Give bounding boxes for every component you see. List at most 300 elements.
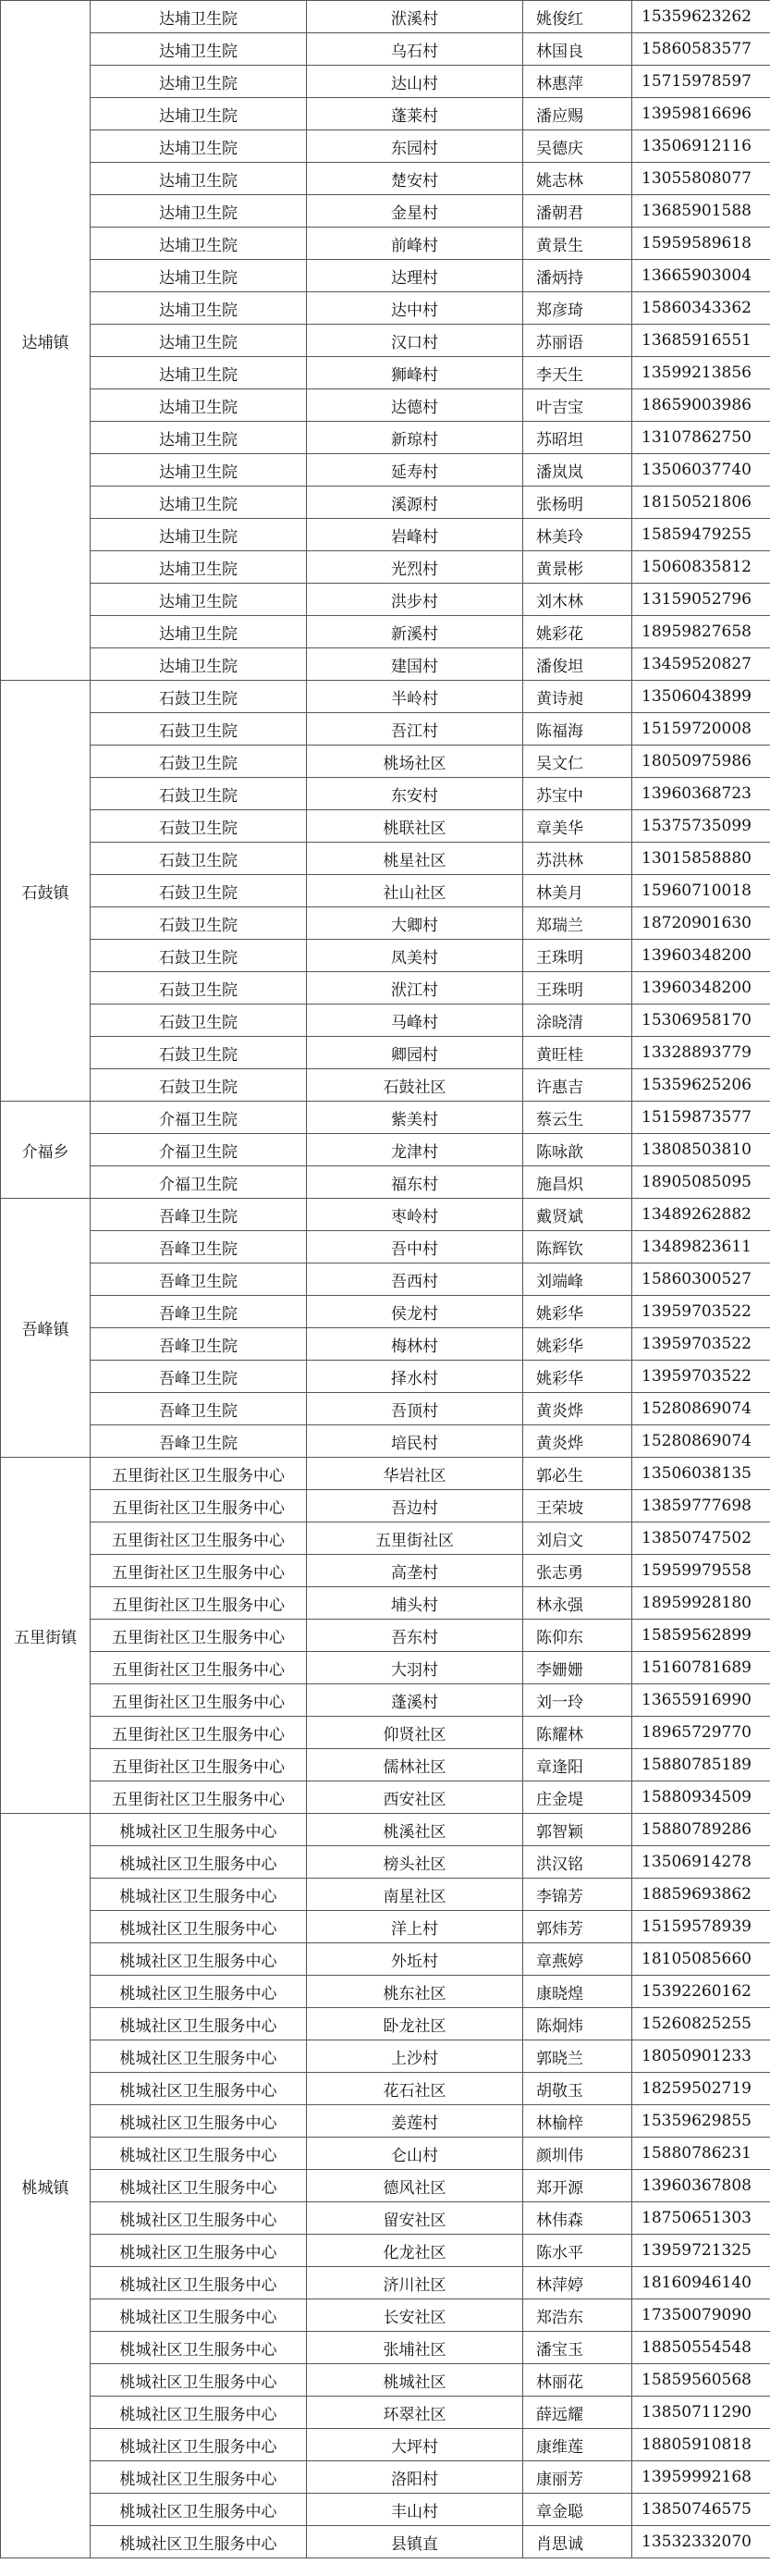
table-row: [1, 454, 770, 487]
phone-cell: 18105085660: [632, 1943, 770, 1976]
phone-cell: 13599213856: [632, 357, 770, 389]
village-cell: 培民村: [307, 1425, 523, 1458]
table-row: [1, 972, 770, 1005]
phone-cell: 15160781689: [632, 1652, 770, 1684]
person-cell: 刘启文: [523, 1522, 632, 1555]
phone-cell: 13459520827: [632, 648, 770, 681]
phone-cell: 15860300527: [632, 1263, 770, 1296]
town-cell: 介福乡: [1, 1102, 91, 1199]
person-cell: 林惠萍: [523, 66, 632, 98]
town-cell: 桃城镇: [1, 1814, 91, 2558]
table-row: [1, 325, 770, 357]
table-row: [1, 2008, 770, 2040]
village-cell: 洛阳村: [307, 2461, 523, 2494]
table-row: [1, 2526, 770, 2558]
phone-cell: 15359629855: [632, 2105, 770, 2138]
person-cell: 林丽花: [523, 2364, 632, 2397]
village-cell: 外坵村: [307, 1943, 523, 1976]
village-cell: 枣岭村: [307, 1199, 523, 1231]
institution-cell: 达埔卫生院: [91, 195, 307, 228]
table-row: [1, 584, 770, 616]
table-row: [1, 1587, 770, 1620]
phone-cell: 18959827658: [632, 616, 770, 648]
village-cell: 桃溪社区: [307, 1814, 523, 1846]
person-cell: 肖思诚: [523, 2526, 632, 2558]
table-row: [1, 1652, 770, 1684]
institution-cell: 五里街社区卫生服务中心: [91, 1717, 307, 1749]
table-row: [1, 422, 770, 454]
table-row: [1, 98, 770, 130]
table-row: [1, 940, 770, 972]
table-row: [1, 2429, 770, 2461]
village-cell: 马峰村: [307, 1005, 523, 1037]
institution-cell: 五里街社区卫生服务中心: [91, 1749, 307, 1781]
institution-cell: 桃城社区卫生服务中心: [91, 2526, 307, 2558]
institution-cell: 桃城社区卫生服务中心: [91, 2364, 307, 2397]
village-cell: 大羽村: [307, 1652, 523, 1684]
phone-cell: 13959992168: [632, 2461, 770, 2494]
institution-cell: 五里街社区卫生服务中心: [91, 1684, 307, 1717]
person-cell: 李天生: [523, 357, 632, 389]
person-cell: 林美玲: [523, 519, 632, 551]
institution-cell: 石鼓卫生院: [91, 810, 307, 843]
institution-cell: 达埔卫生院: [91, 454, 307, 487]
person-cell: 张杨明: [523, 487, 632, 519]
village-cell: 桃城社区: [307, 2364, 523, 2397]
person-cell: 姚彩花: [523, 616, 632, 648]
phone-cell: 15860583577: [632, 33, 770, 66]
phone-cell: 15880785189: [632, 1749, 770, 1781]
village-cell: 延寿村: [307, 454, 523, 487]
institution-cell: 达埔卫生院: [91, 260, 307, 292]
institution-cell: 桃城社区卫生服务中心: [91, 2397, 307, 2429]
phone-cell: 13055808077: [632, 163, 770, 195]
phone-cell: 15306958170: [632, 1005, 770, 1037]
phone-cell: 18150521806: [632, 487, 770, 519]
person-cell: 黄景生: [523, 228, 632, 260]
phone-cell: 18259502719: [632, 2073, 770, 2105]
phone-cell: 15880789286: [632, 1814, 770, 1846]
person-cell: 王荣坡: [523, 1490, 632, 1522]
institution-cell: 石鼓卫生院: [91, 1037, 307, 1069]
phone-cell: 18850554548: [632, 2332, 770, 2364]
village-cell: 福东村: [307, 1166, 523, 1199]
village-cell: 丰山村: [307, 2494, 523, 2526]
phone-cell: 15859560568: [632, 2364, 770, 2397]
table-row: [1, 66, 770, 98]
institution-cell: 桃城社区卫生服务中心: [91, 1879, 307, 1911]
phone-cell: 13489262882: [632, 1199, 770, 1231]
person-cell: 潘宝玉: [523, 2332, 632, 2364]
village-cell: 济川社区: [307, 2267, 523, 2299]
village-cell: 洑江村: [307, 972, 523, 1005]
person-cell: 康维莲: [523, 2429, 632, 2461]
phone-cell: 15159578939: [632, 1911, 770, 1943]
phone-cell: 15880786231: [632, 2138, 770, 2170]
village-cell: 紫美村: [307, 1102, 523, 1134]
village-cell: 桃星社区: [307, 843, 523, 875]
village-cell: 吾西村: [307, 1263, 523, 1296]
village-cell: 择水村: [307, 1361, 523, 1393]
institution-cell: 桃城社区卫生服务中心: [91, 2429, 307, 2461]
person-cell: 郭晓兰: [523, 2040, 632, 2073]
institution-cell: 吾峰卫生院: [91, 1425, 307, 1458]
table-row: [1, 1684, 770, 1717]
person-cell: 黄炎烨: [523, 1425, 632, 1458]
phone-cell: 15859479255: [632, 519, 770, 551]
table-row: [1, 1879, 770, 1911]
table-row: [1, 130, 770, 163]
village-cell: 仰贤社区: [307, 1717, 523, 1749]
phone-cell: 15280869074: [632, 1393, 770, 1425]
institution-cell: 达埔卫生院: [91, 292, 307, 325]
phone-cell: 15159873577: [632, 1102, 770, 1134]
table-row: [1, 1846, 770, 1879]
table-row: [1, 2040, 770, 2073]
village-cell: 达中村: [307, 292, 523, 325]
person-cell: 潘岚岚: [523, 454, 632, 487]
institution-cell: 吾峰卫生院: [91, 1296, 307, 1328]
village-cell: 卿园村: [307, 1037, 523, 1069]
table-row: [1, 810, 770, 843]
village-cell: 桃场社区: [307, 746, 523, 778]
institution-cell: 五里街社区卫生服务中心: [91, 1620, 307, 1652]
person-cell: 刘一玲: [523, 1684, 632, 1717]
table-row: [1, 292, 770, 325]
village-cell: 岩峰村: [307, 519, 523, 551]
phone-cell: 15280869074: [632, 1425, 770, 1458]
phone-cell: 13685916551: [632, 325, 770, 357]
phone-cell: 13808503810: [632, 1134, 770, 1166]
person-cell: 郑彦琦: [523, 292, 632, 325]
person-cell: 林美月: [523, 875, 632, 907]
phone-cell: 13665903004: [632, 260, 770, 292]
institution-cell: 桃城社区卫生服务中心: [91, 2138, 307, 2170]
person-cell: 张志勇: [523, 1555, 632, 1587]
institution-cell: 五里街社区卫生服务中心: [91, 1652, 307, 1684]
table-row: [1, 2299, 770, 2332]
village-cell: 桃东社区: [307, 1976, 523, 2008]
person-cell: 潘朝君: [523, 195, 632, 228]
phone-cell: 15260825255: [632, 2008, 770, 2040]
institution-cell: 达埔卫生院: [91, 389, 307, 422]
village-cell: 儒林社区: [307, 1749, 523, 1781]
institution-cell: 达埔卫生院: [91, 130, 307, 163]
town-cell: 五里街镇: [1, 1458, 91, 1814]
phone-cell: 13850746575: [632, 2494, 770, 2526]
town-cell: 达埔镇: [1, 1, 91, 681]
village-cell: 汉口村: [307, 325, 523, 357]
village-cell: 大卿村: [307, 907, 523, 940]
phone-cell: 18905085095: [632, 1166, 770, 1199]
institution-cell: 石鼓卫生院: [91, 681, 307, 713]
phone-cell: 13159052796: [632, 584, 770, 616]
person-cell: 潘应赐: [523, 98, 632, 130]
person-cell: 庄金堤: [523, 1781, 632, 1814]
phone-cell: 18965729770: [632, 1717, 770, 1749]
institution-cell: 达埔卫生院: [91, 325, 307, 357]
table-row: [1, 1555, 770, 1587]
table-row: [1, 551, 770, 584]
phone-cell: 13960367808: [632, 2170, 770, 2202]
person-cell: 章金聪: [523, 2494, 632, 2526]
person-cell: 施昌炽: [523, 1166, 632, 1199]
phone-cell: 15860343362: [632, 292, 770, 325]
person-cell: 李姗姗: [523, 1652, 632, 1684]
person-cell: 黄景彬: [523, 551, 632, 584]
table-row: [1, 2267, 770, 2299]
phone-cell: 18050975986: [632, 746, 770, 778]
table-row: [1, 2397, 770, 2429]
institution-cell: 石鼓卫生院: [91, 713, 307, 746]
table-row: [1, 1976, 770, 2008]
village-cell: 大坪村: [307, 2429, 523, 2461]
person-cell: 苏昭坦: [523, 422, 632, 454]
village-cell: 埔头村: [307, 1587, 523, 1620]
village-cell: 梅林村: [307, 1328, 523, 1361]
person-cell: 苏宝中: [523, 778, 632, 810]
village-cell: 洑溪村: [307, 1, 523, 33]
institution-cell: 介福卫生院: [91, 1102, 307, 1134]
person-cell: 姚俊红: [523, 1, 632, 33]
phone-cell: 18050901233: [632, 2040, 770, 2073]
phone-cell: 15060835812: [632, 551, 770, 584]
table-row: [1, 875, 770, 907]
phone-cell: 15392260162: [632, 1976, 770, 2008]
person-cell: 章燕婷: [523, 1943, 632, 1976]
institution-cell: 五里街社区卫生服务中心: [91, 1458, 307, 1490]
phone-cell: 13959703522: [632, 1328, 770, 1361]
village-cell: 石鼓社区: [307, 1069, 523, 1102]
table-row: [1, 195, 770, 228]
table-row: [1, 2332, 770, 2364]
institution-cell: 吾峰卫生院: [91, 1361, 307, 1393]
person-cell: 王珠明: [523, 972, 632, 1005]
village-cell: 上沙村: [307, 2040, 523, 2073]
person-cell: 胡敬玉: [523, 2073, 632, 2105]
person-cell: 姚志林: [523, 163, 632, 195]
table-row: [1, 681, 770, 713]
phone-cell: 15959979558: [632, 1555, 770, 1587]
village-cell: 吾边村: [307, 1490, 523, 1522]
table-row: [1, 1102, 770, 1134]
phone-cell: 13859777698: [632, 1490, 770, 1522]
institution-cell: 五里街社区卫生服务中心: [91, 1490, 307, 1522]
village-cell: 蓬莱村: [307, 98, 523, 130]
table-row: [1, 648, 770, 681]
table-row: [1, 2170, 770, 2202]
institution-cell: 介福卫生院: [91, 1166, 307, 1199]
institution-cell: 桃城社区卫生服务中心: [91, 2170, 307, 2202]
village-cell: 楚安村: [307, 163, 523, 195]
institution-cell: 五里街社区卫生服务中心: [91, 1587, 307, 1620]
village-cell: 前峰村: [307, 228, 523, 260]
person-cell: 章逢阳: [523, 1749, 632, 1781]
person-cell: 林榆梓: [523, 2105, 632, 2138]
village-cell: 仑山村: [307, 2138, 523, 2170]
table-row: [1, 713, 770, 746]
institution-cell: 桃城社区卫生服务中心: [91, 2494, 307, 2526]
institution-cell: 吾峰卫生院: [91, 1328, 307, 1361]
table-row: [1, 487, 770, 519]
table-row: [1, 1781, 770, 1814]
institution-cell: 桃城社区卫生服务中心: [91, 2073, 307, 2105]
village-cell: 达德村: [307, 389, 523, 422]
village-cell: 姜莲村: [307, 2105, 523, 2138]
table-row: [1, 1, 770, 33]
village-cell: 卧龙社区: [307, 2008, 523, 2040]
person-cell: 苏洪林: [523, 843, 632, 875]
phone-cell: 13655916990: [632, 1684, 770, 1717]
phone-cell: 13506914278: [632, 1846, 770, 1879]
table-row: [1, 907, 770, 940]
phone-cell: 15359625206: [632, 1069, 770, 1102]
phone-cell: 13506038135: [632, 1458, 770, 1490]
institution-cell: 桃城社区卫生服务中心: [91, 2267, 307, 2299]
institution-cell: 桃城社区卫生服务中心: [91, 1846, 307, 1879]
person-cell: 姚彩华: [523, 1328, 632, 1361]
village-cell: 金星村: [307, 195, 523, 228]
phone-cell: 13506037740: [632, 454, 770, 487]
table-row: [1, 1717, 770, 1749]
phone-cell: 13959703522: [632, 1296, 770, 1328]
village-cell: 东园村: [307, 130, 523, 163]
institution-cell: 达埔卫生院: [91, 33, 307, 66]
institution-cell: 达埔卫生院: [91, 584, 307, 616]
person-cell: 姚彩华: [523, 1296, 632, 1328]
person-cell: 郑浩东: [523, 2299, 632, 2332]
village-cell: 洪步村: [307, 584, 523, 616]
village-cell: 侯龙村: [307, 1296, 523, 1328]
phone-cell: 13015858880: [632, 843, 770, 875]
table-row: [1, 746, 770, 778]
table-row: [1, 1911, 770, 1943]
village-cell: 桃联社区: [307, 810, 523, 843]
person-cell: 林萍婷: [523, 2267, 632, 2299]
phone-cell: 15859562899: [632, 1620, 770, 1652]
village-cell: 蓬溪村: [307, 1684, 523, 1717]
institution-cell: 桃城社区卫生服务中心: [91, 2202, 307, 2235]
person-cell: 郑开源: [523, 2170, 632, 2202]
village-cell: 洋上村: [307, 1911, 523, 1943]
table-row: [1, 1749, 770, 1781]
institution-cell: 石鼓卫生院: [91, 778, 307, 810]
institution-cell: 桃城社区卫生服务中心: [91, 2299, 307, 2332]
table-row: [1, 519, 770, 551]
institution-cell: 介福卫生院: [91, 1134, 307, 1166]
institution-cell: 达埔卫生院: [91, 487, 307, 519]
person-cell: 吴文仁: [523, 746, 632, 778]
table-row: [1, 2202, 770, 2235]
table-row: [1, 1328, 770, 1361]
village-cell: 建国村: [307, 648, 523, 681]
table-row: [1, 2494, 770, 2526]
village-cell: 长安社区: [307, 2299, 523, 2332]
phone-cell: 13506043899: [632, 681, 770, 713]
table-row: [1, 1361, 770, 1393]
person-cell: 陈福海: [523, 713, 632, 746]
village-cell: 达理村: [307, 260, 523, 292]
person-cell: 蔡云生: [523, 1102, 632, 1134]
person-cell: 黄炎烨: [523, 1393, 632, 1425]
phone-cell: 15959589618: [632, 228, 770, 260]
person-cell: 颜圳伟: [523, 2138, 632, 2170]
person-cell: 潘俊坦: [523, 648, 632, 681]
table-row: [1, 1814, 770, 1846]
person-cell: 刘端峰: [523, 1263, 632, 1296]
institution-cell: 石鼓卫生院: [91, 1005, 307, 1037]
town-cell: 石鼓镇: [1, 681, 91, 1102]
person-cell: 郭炜芳: [523, 1911, 632, 1943]
person-cell: 潘炳持: [523, 260, 632, 292]
table-row: [1, 1620, 770, 1652]
phone-cell: 15375735099: [632, 810, 770, 843]
phone-cell: 15359623262: [632, 1, 770, 33]
table-row: [1, 33, 770, 66]
phone-cell: 13959703522: [632, 1361, 770, 1393]
person-cell: 苏丽语: [523, 325, 632, 357]
village-cell: 西安社区: [307, 1781, 523, 1814]
table-row: [1, 2235, 770, 2267]
institution-cell: 达埔卫生院: [91, 66, 307, 98]
person-cell: 刘木林: [523, 584, 632, 616]
phone-cell: 13959721325: [632, 2235, 770, 2267]
phone-cell: 13107862750: [632, 422, 770, 454]
phone-cell: 13532332070: [632, 2526, 770, 2558]
village-cell: 光烈村: [307, 551, 523, 584]
institution-cell: 石鼓卫生院: [91, 746, 307, 778]
institution-cell: 达埔卫生院: [91, 616, 307, 648]
table-row: [1, 1037, 770, 1069]
table-row: [1, 1134, 770, 1166]
table-row: [1, 1005, 770, 1037]
person-cell: 陈仰东: [523, 1620, 632, 1652]
institution-cell: 石鼓卫生院: [91, 940, 307, 972]
phone-cell: 13960368723: [632, 778, 770, 810]
person-cell: 林永强: [523, 1587, 632, 1620]
person-cell: 林国良: [523, 33, 632, 66]
phone-cell: 17350079090: [632, 2299, 770, 2332]
person-cell: 陈炯炜: [523, 2008, 632, 2040]
village-cell: 吾中村: [307, 1231, 523, 1263]
institution-cell: 桃城社区卫生服务中心: [91, 2105, 307, 2138]
village-cell: 张埔社区: [307, 2332, 523, 2364]
table-row: [1, 2138, 770, 2170]
phone-cell: 13506912116: [632, 130, 770, 163]
village-cell: 半岭村: [307, 681, 523, 713]
village-cell: 华岩社区: [307, 1458, 523, 1490]
village-cell: 达山村: [307, 66, 523, 98]
institution-cell: 桃城社区卫生服务中心: [91, 2461, 307, 2494]
person-cell: 林伟森: [523, 2202, 632, 2235]
village-cell: 新溪村: [307, 616, 523, 648]
village-cell: 县镇直: [307, 2526, 523, 2558]
phone-cell: 18959928180: [632, 1587, 770, 1620]
institution-cell: 达埔卫生院: [91, 98, 307, 130]
phone-cell: 15715978597: [632, 66, 770, 98]
person-cell: 涂晓清: [523, 1005, 632, 1037]
person-cell: 黄旺桂: [523, 1037, 632, 1069]
village-cell: 五里街社区: [307, 1522, 523, 1555]
table-row: [1, 1522, 770, 1555]
person-cell: 姚彩华: [523, 1361, 632, 1393]
village-cell: 榜头社区: [307, 1846, 523, 1879]
table-row: [1, 357, 770, 389]
person-cell: 郭智颖: [523, 1814, 632, 1846]
institution-cell: 桃城社区卫生服务中心: [91, 2008, 307, 2040]
table-row: [1, 1199, 770, 1231]
person-cell: 康晓煌: [523, 1976, 632, 2008]
